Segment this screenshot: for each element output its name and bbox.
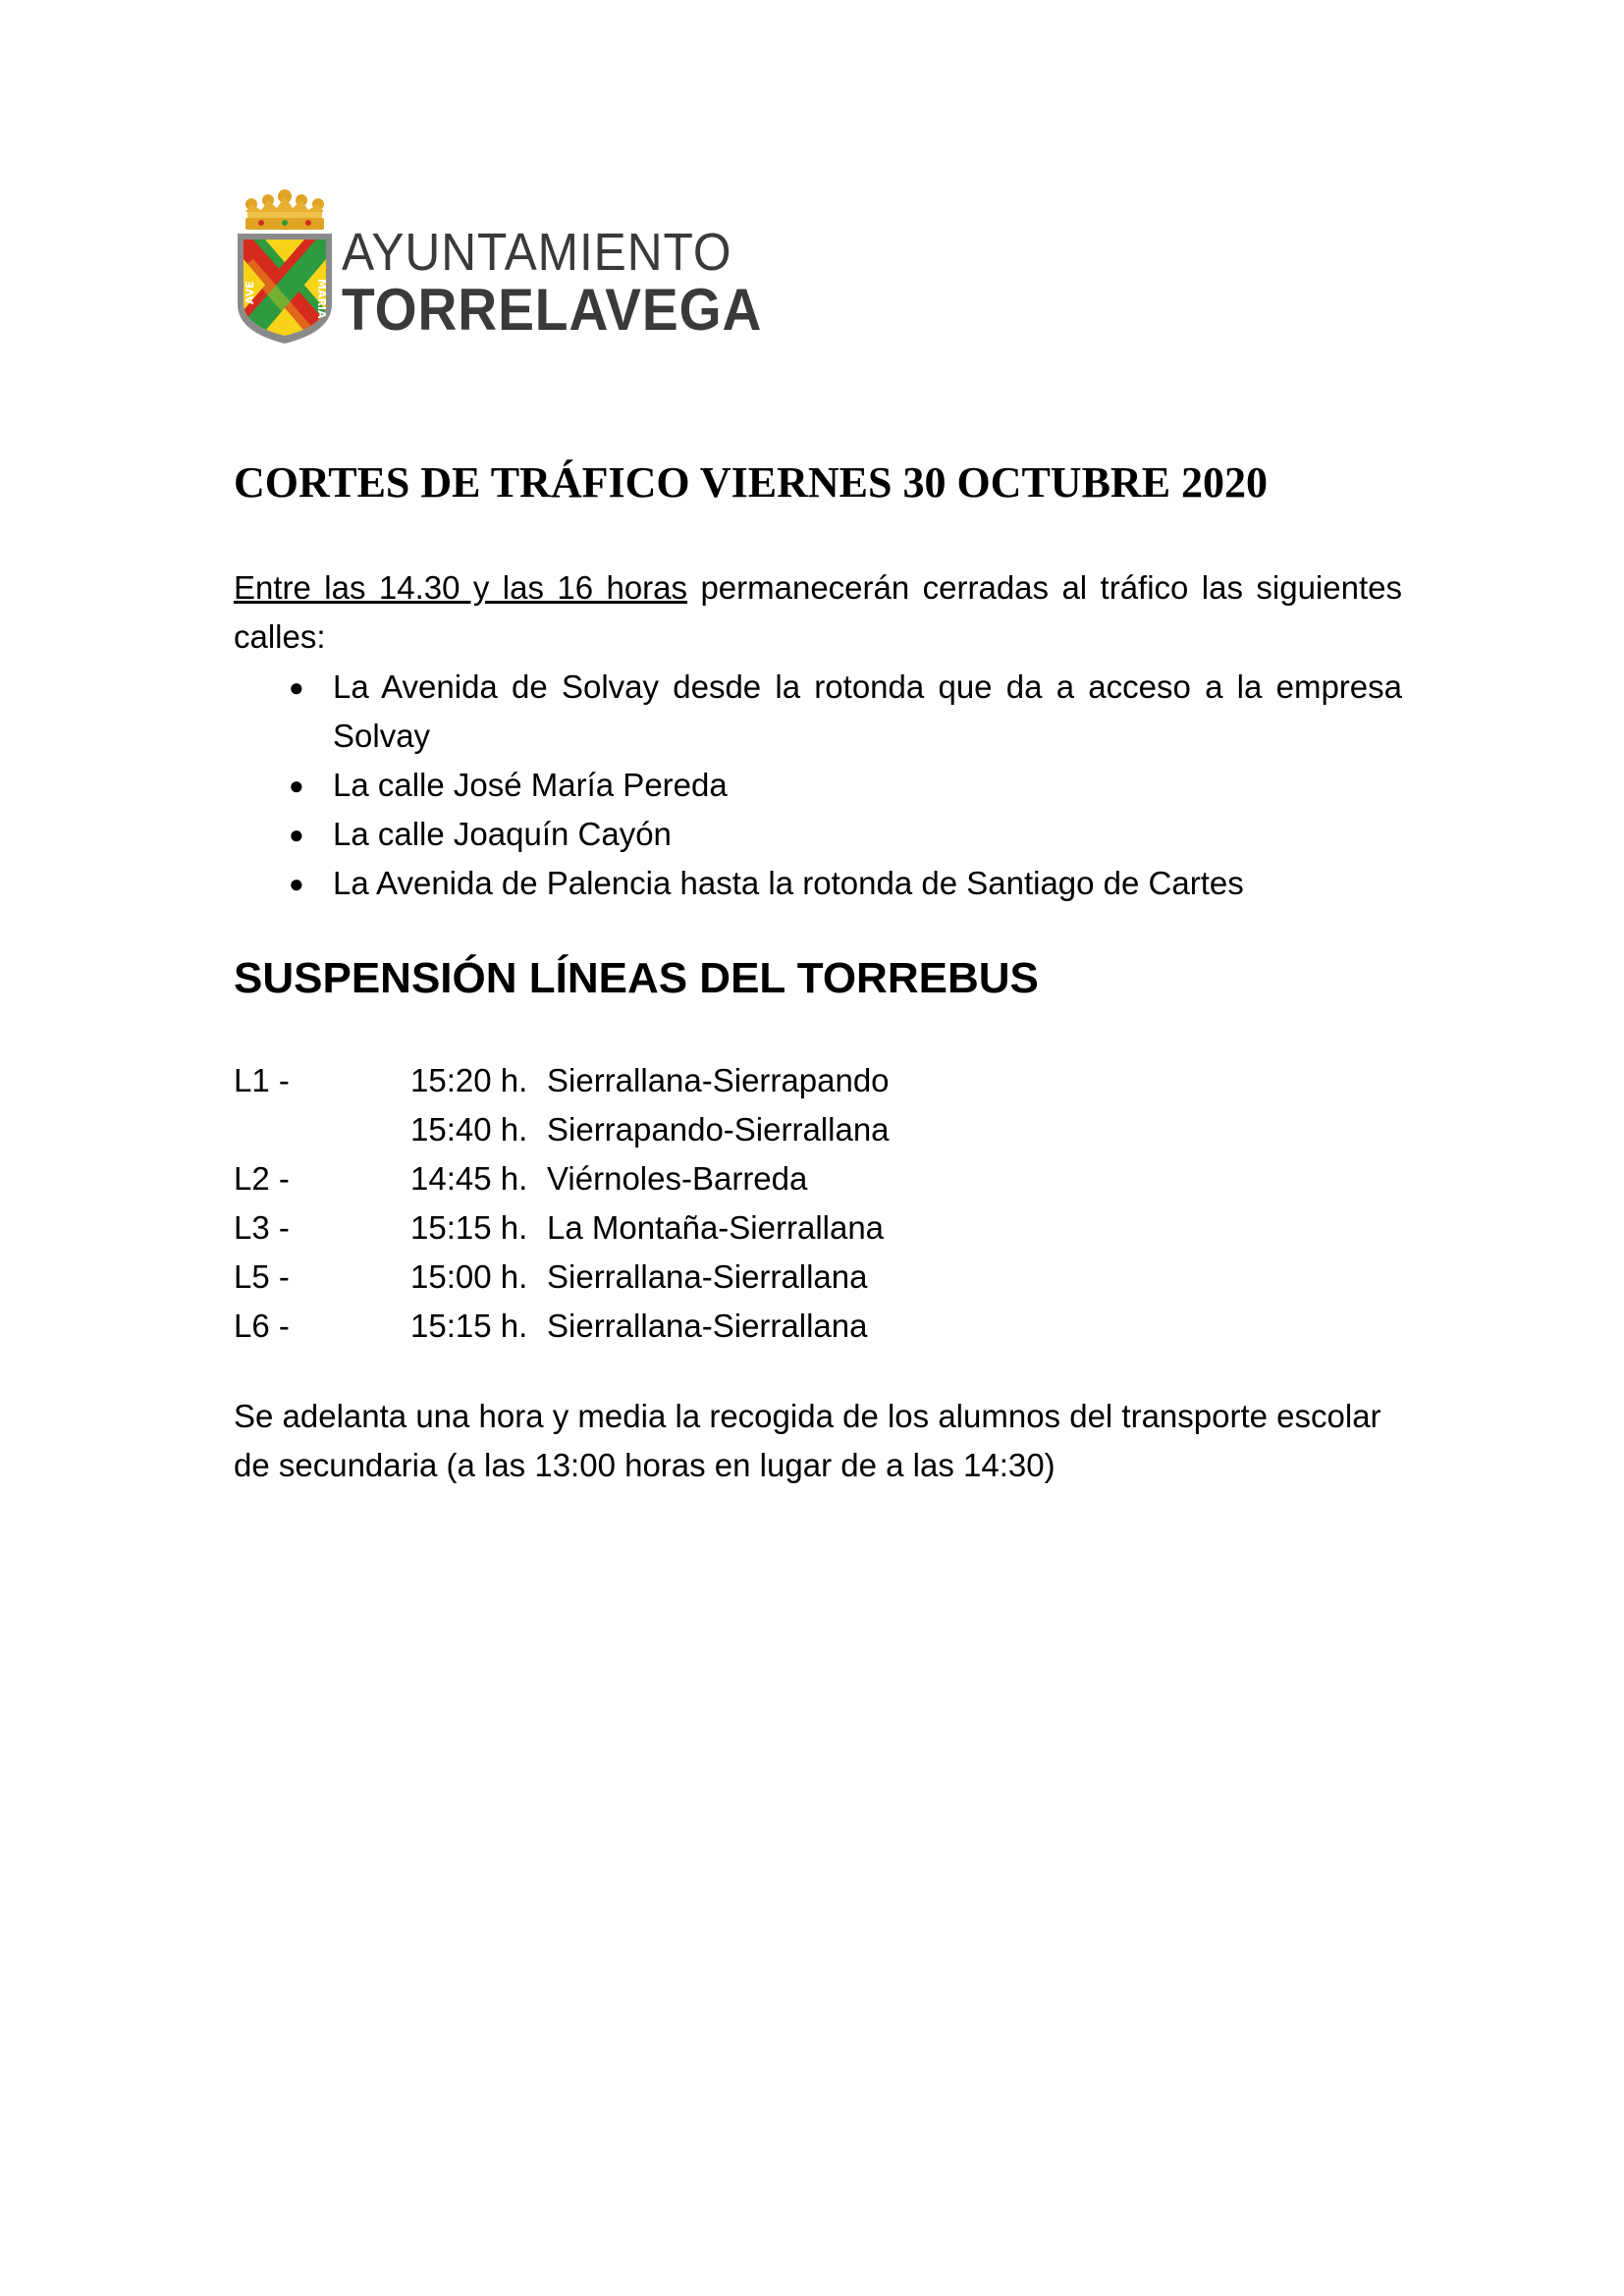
svg-text:MARIA: MARIA (315, 279, 328, 319)
bus-line: L5 - (234, 1258, 290, 1295)
schedule-row (234, 1253, 1402, 1302)
bus-route: Viérnoles-Barreda (547, 1160, 808, 1197)
bus-schedule (234, 1056, 1402, 1351)
schedule-row (234, 1203, 1402, 1253)
bus-line (234, 1105, 410, 1154)
street-name: La calle Joaquín Cayón (333, 816, 672, 852)
bus-line: L6 - (234, 1308, 290, 1344)
ayuntamiento-logo (232, 188, 763, 355)
bus-time: 15:15 h. (410, 1209, 528, 1246)
page-title: CORTES DE TRÁFICO VIERNES 30 OCTUBRE 2020 (234, 458, 1269, 507)
bullet-icon: ● (289, 771, 304, 800)
bus-route: Sierrallana-Sierrallana (547, 1308, 868, 1344)
bus-time: 15:00 h. (410, 1258, 528, 1295)
school-transport-note: Se adelanta una hora y media la recogida de los alumnos del transporte escolar de secundaria (a las 13:00 horas en lugar de a las 14:30) (234, 1398, 1381, 1483)
bus-time: 15:15 h. (410, 1308, 528, 1344)
intro-paragraph (234, 563, 1402, 662)
list-item (234, 810, 1402, 859)
logo-line-ayuntamiento: AYUNTAMIENTO (342, 223, 732, 282)
street-name: La Avenida de Solvay desde la rotonda que da a acceso a la empresa Solvay (333, 668, 1402, 754)
bullet-icon: ● (289, 869, 304, 898)
schedule-row (234, 1056, 1402, 1105)
bus-time: 15:20 h. (410, 1062, 528, 1098)
bus-route: Sierrallana-Sierrapando (547, 1062, 890, 1098)
logo-wordmark (342, 223, 798, 343)
schedule-row (234, 1105, 1402, 1154)
list-item (234, 859, 1402, 908)
bus-line: L1 - (234, 1062, 290, 1098)
bus-route: Sierrallana-Sierrallana (547, 1258, 868, 1295)
svg-text:AVE: AVE (244, 281, 256, 304)
intro-time-range: Entre las 14.30 y las 16 horas (234, 569, 688, 606)
intro-text: permanecerán cerradas al tráfico las siguientes calles: (234, 569, 1402, 655)
list-item (234, 663, 1402, 761)
bus-line: L3 - (234, 1209, 290, 1246)
street-name: La Avenida de Palencia hasta la rotonda de Santiago de Cartes (333, 865, 1244, 901)
bus-time: 15:40 h. (410, 1111, 528, 1148)
crown-icon (245, 189, 324, 230)
bus-time: 14:45 h. (410, 1160, 528, 1197)
bus-route: Sierrapando-Sierrallana (547, 1111, 890, 1148)
schedule-row (234, 1154, 1402, 1203)
logo-line-torrelavega: TORRELAVEGA (342, 277, 763, 343)
bullet-icon: ● (289, 820, 304, 849)
street-name: La calle José María Pereda (333, 767, 728, 803)
bus-route: La Montaña-Sierrallana (547, 1209, 885, 1246)
bus-line: L2 - (234, 1160, 290, 1197)
coat-of-arms-icon (232, 188, 338, 346)
bullet-icon: ● (289, 672, 304, 702)
section-title-torrebus: SUSPENSIÓN LÍNEAS DEL TORREBUS (234, 954, 1039, 1002)
closed-streets-list (234, 663, 1402, 908)
list-item (234, 761, 1402, 810)
schedule-row (234, 1302, 1402, 1351)
